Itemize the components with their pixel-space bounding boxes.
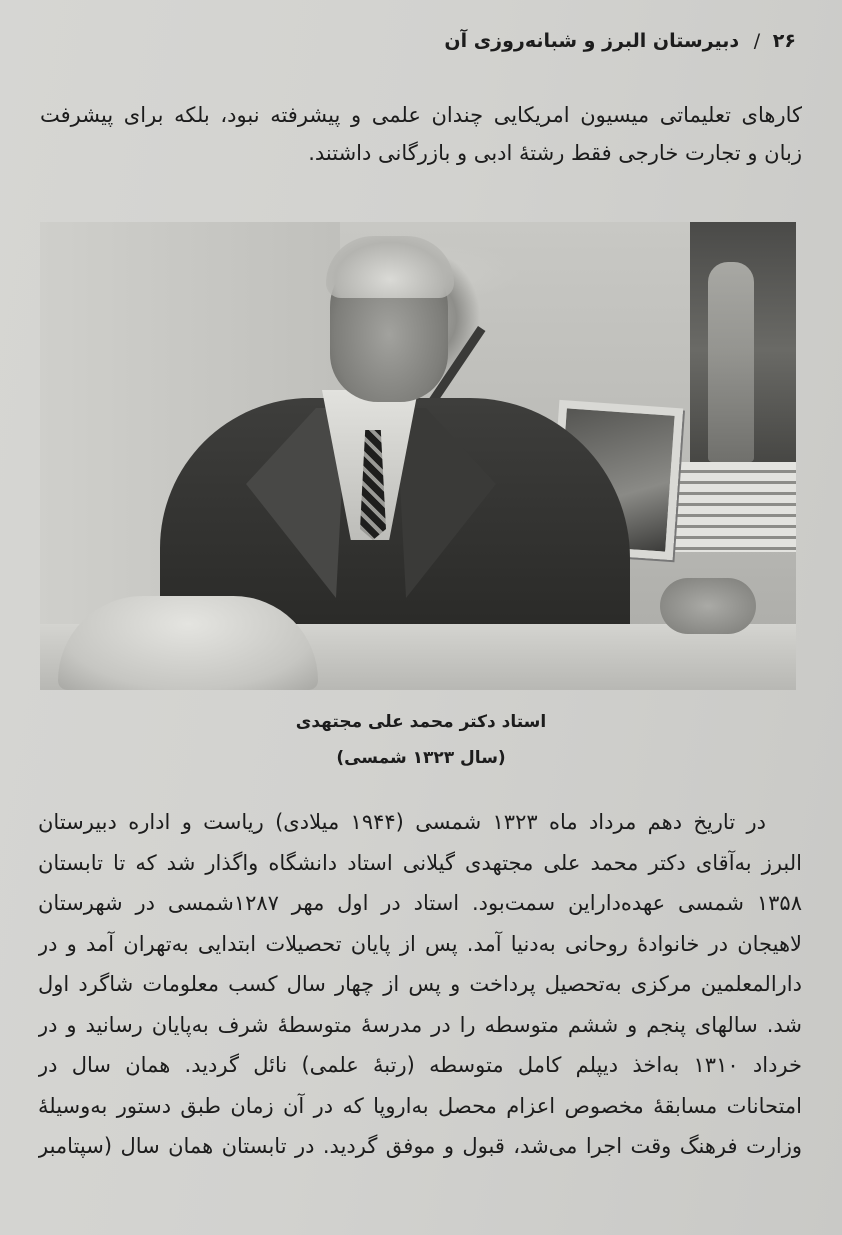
intro-paragraph: کارهای تعلیماتی میسیون امریکایی چندان علمی و پیشرفته نبود، بلکه برای پیشرفت زبان و تجارت خارجی فقط رشتهٔ ادبی و بازرگانی داشتند. <box>40 103 802 165</box>
body-line: لاهیجان در خانوادهٔ روحانی به‌دنیا آمد. پس از پایان تحصیلات ابتدایی به‌تهران آمد و در <box>38 931 802 956</box>
body-line: وزارت فرهنگ وقت اجرا می‌شد، قبول و موفق گردید. در تابستان همان سال (سپتامبر <box>38 1134 802 1158</box>
photo-caption-title: استاد دکتر محمد علی مجتهدی <box>295 712 547 732</box>
photo-telephone <box>58 596 318 690</box>
body-line: شد. سالهای پنجم و ششم متوسطه را در مدرسهٔ متوسطهٔ شرف به‌پایان رسانید و در <box>38 1012 802 1037</box>
photo-hand <box>660 578 756 634</box>
portrait-photo <box>40 222 796 690</box>
body-line: ۱۳۵۸ شمسی عهده‌داراین سمت‌بود. استاد در اول مهر ۱۲۸۷شمسی در شهرستان <box>38 891 802 915</box>
photo-caption-year: (سال ۱۳۲۳ شمسی) <box>336 748 506 768</box>
body-line: امتحانات مسابقهٔ مخصوص اعزام محصل به‌اروپا که در آن زمان طبق دستور به‌وسیلهٔ <box>38 1093 802 1118</box>
page-number: ۲۶ <box>772 30 796 52</box>
body-paragraph <box>38 802 802 1167</box>
book-title: دبیرستان البرز و شبانه‌روزی آن <box>444 30 740 52</box>
body-line: در تاریخ دهم مرداد ماه ۱۳۲۳ شمسی (۱۹۴۴ میلادی) ریاست و اداره دبیرستان <box>38 810 766 834</box>
body-line: دارالمعلمین مرکزی به‌تحصیل پرداخت و پس از چهار سال کسب معلومات شاگرد اول <box>38 972 802 996</box>
body-line: البرز به‌آقای دکتر محمد علی مجتهدی گیلانی استاد دانشگاه واگذار شد که تا تابستان <box>38 850 802 875</box>
header-separator: / <box>753 30 761 52</box>
page-header <box>444 30 796 52</box>
photo-hair <box>326 236 454 298</box>
body-line: خرداد ۱۳۱۰ به‌اخذ دیپلم کامل متوسطه (رتبهٔ علمی) نائل گردید. همان سال در <box>38 1053 802 1077</box>
